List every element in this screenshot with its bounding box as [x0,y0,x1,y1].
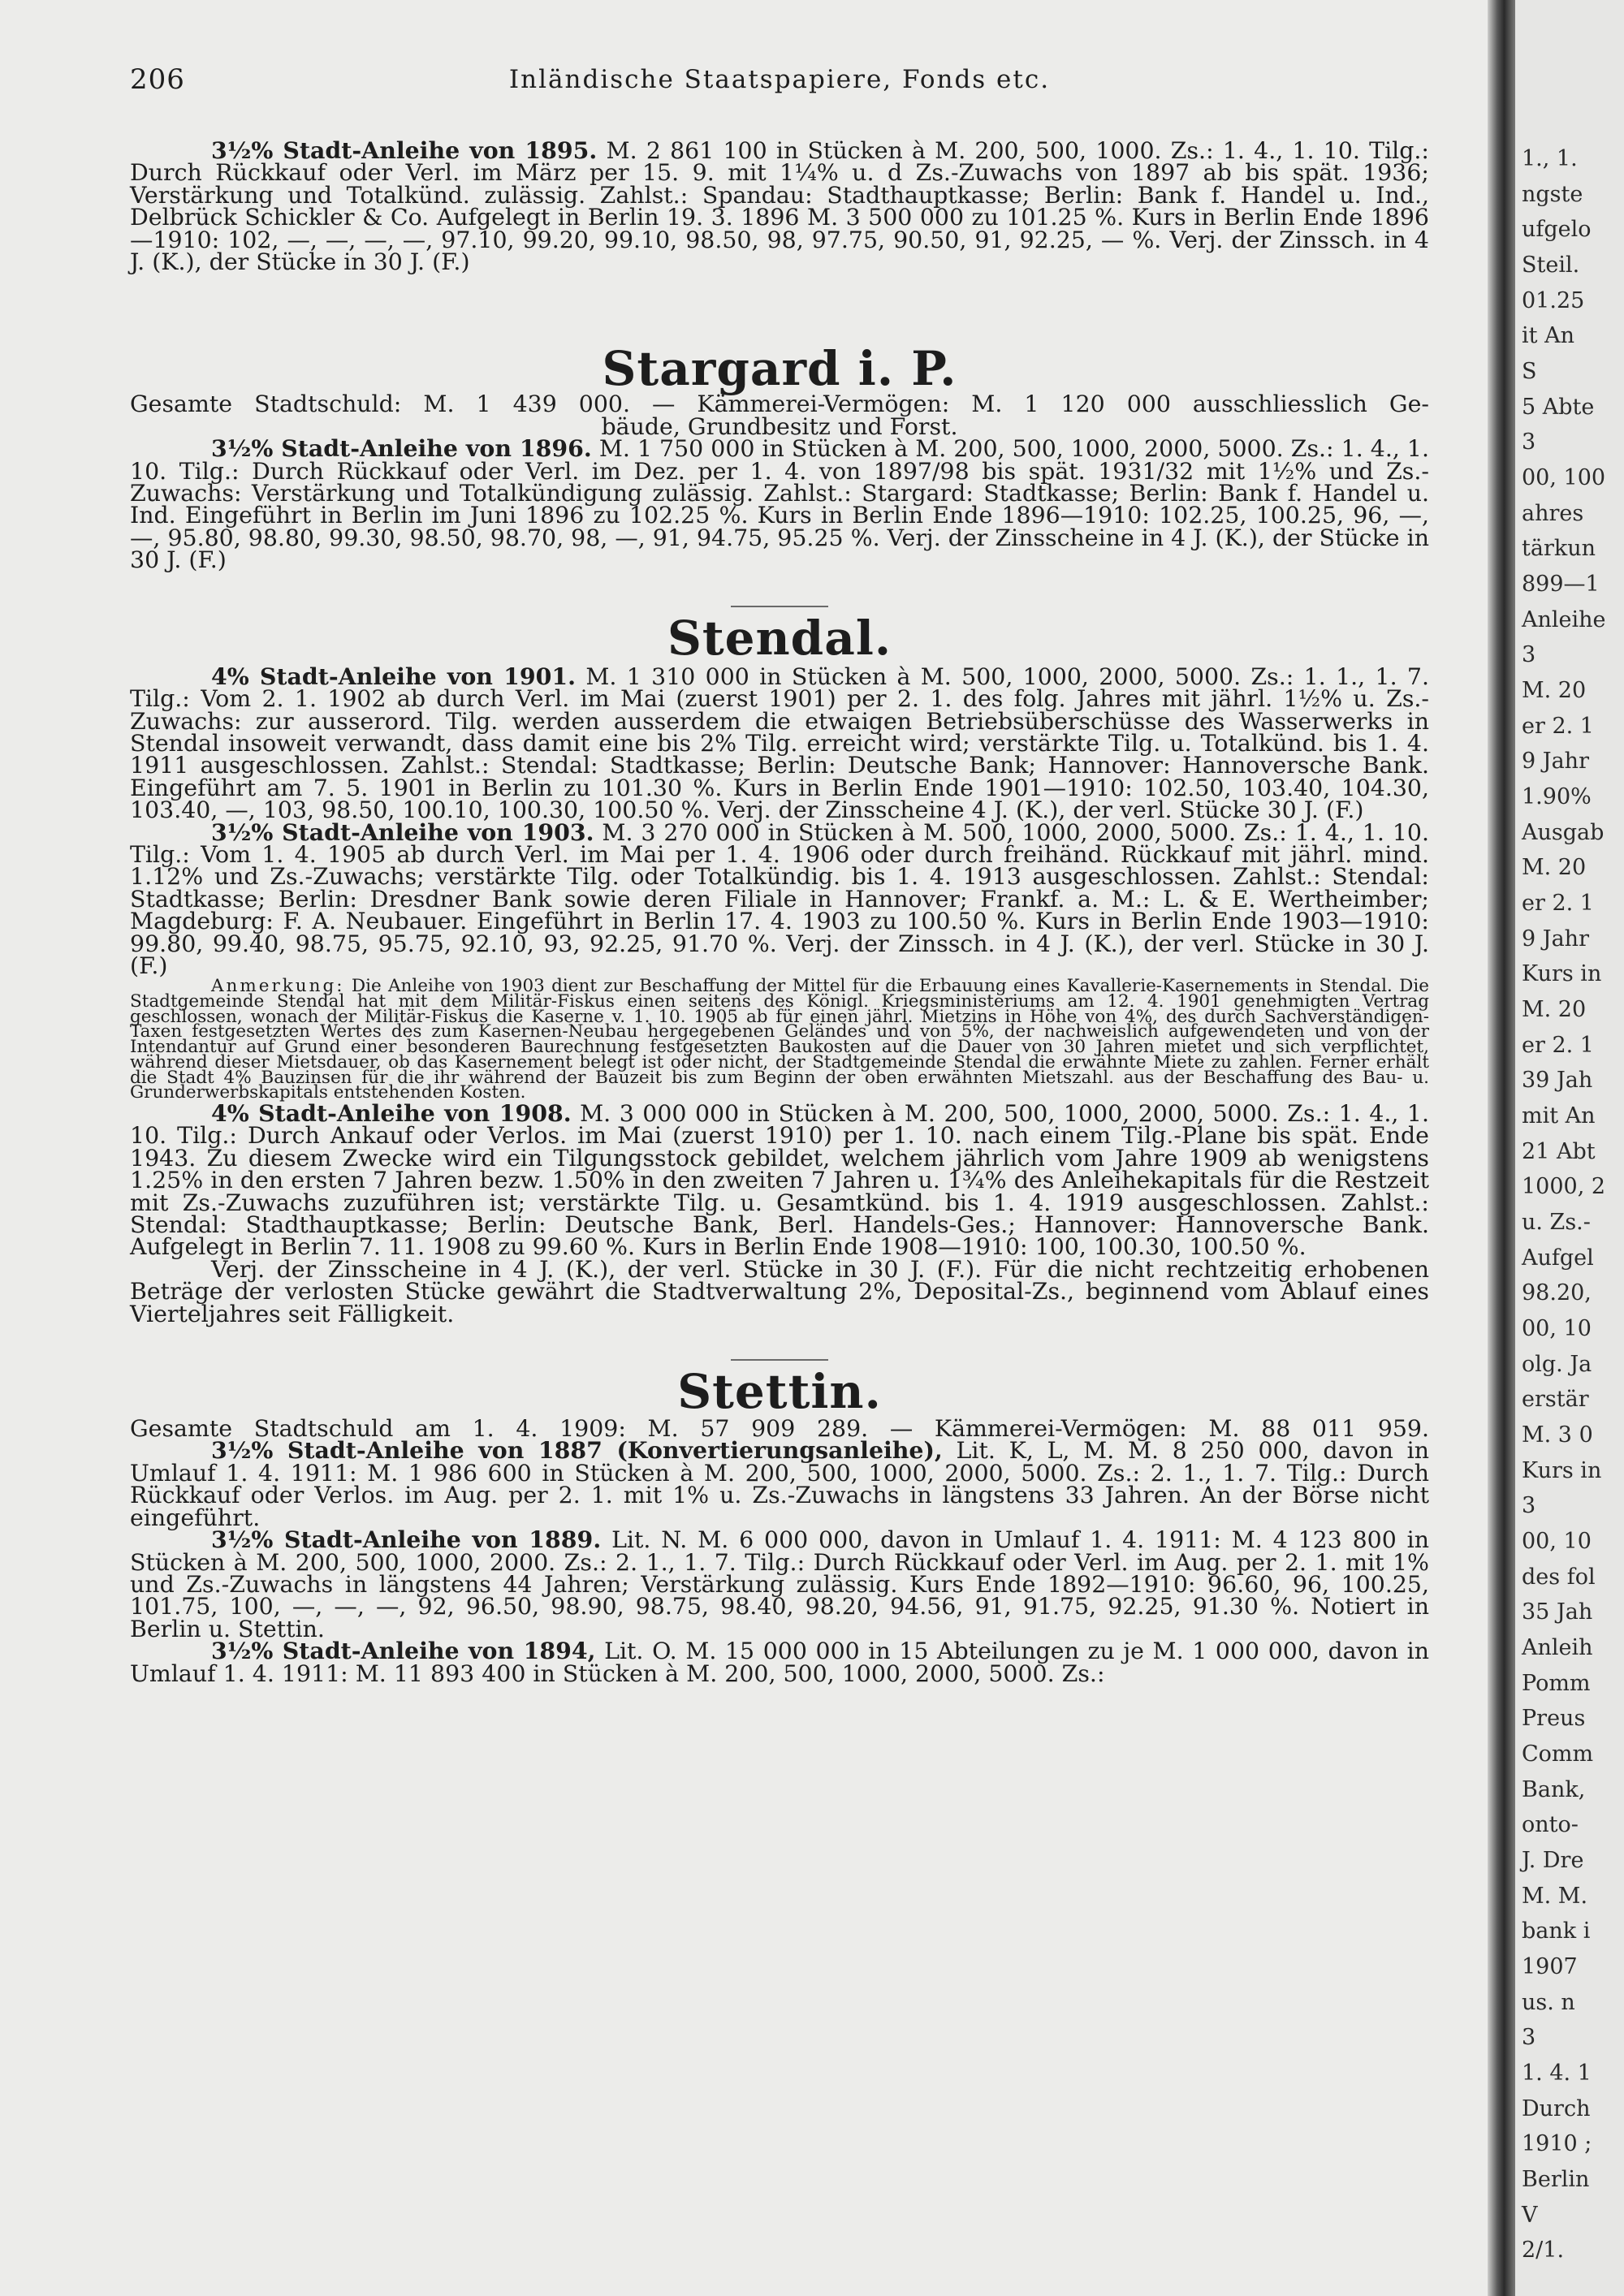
bond-details: M. 3 270 000 in Stücken à M. 500, 1000, 2000, 5000. Zs.: 1. 4., 1. 10. Tilg.: Vom 1. 4. 1905 ab durch Verl. im Mai per 1. 4. 1906 oder durch freihänd. Rückkauf mit jährl. mind. 1.12% und Zs.-Zuwachs; verstärkte Tilg. oder Totalkündig. bis 1. 4. 1913 ausgeschlossen. Zahlst.: Stendal: Stadtkasse; Berlin: Dresdner Bank sowie deren Filiale in Hannover; Frankf. a. M.: L. & E. Wertheimber; Magdeburg: F. A. Neubauer. Eingeführt in Berlin 17. 4. 1903 zu 100.50 %. Kurs in Berlin Ende 1903—1910: 99.80, 99.40, 98.75, 95.75, 92.10, 93, 92.25, 91.70 %. Verj. der Zinssch. in 4 J. (K.), der verl. Stücke in 30 J. (F.) [130,818,1429,979]
adjacent-page-fragment: 3 [1522,2025,1536,2051]
adjacent-page-fragment: Berlin [1522,2167,1590,2192]
adjacent-page-fragment: S [1522,359,1537,384]
running-header [130,63,1429,96]
book-gutter [1488,0,1515,2296]
adjacent-page-fragment: ngste [1522,181,1583,207]
bond-details: M. 1 750 000 in Stücken à M. 200, 500, 1000, 2000, 5000. Zs.: 1. 4., 1. 10. Tilg.: Durch Rückkauf oder Verl. im Dez. per 1. 4. von 1897/98 bis spät. 1931/32 mit 1½% und Zs.-Zuwachs: Verstärkung und Totalkündigung zulässig. Zahlst.: Stargard: Stadtkasse; Berlin: Bank f. Handel u. Ind. Eingeführt in Berlin im Juni 1896 zu 102.25 %. Kurs in Berlin Ende 1896—1910: 102.25, 100.25, 96, —, —, 95.80, 98.80, 99.30, 98.50, 98.70, 98, —, 91, 94.75, 95.25 %. Verj. der Zinsscheine in 4 J. (K.), der Stücke in 30 J. (F.) [130,435,1430,574]
section-divider [731,606,828,607]
section-heading-stendal: Stendal. [667,610,892,666]
adjacent-page-fragment: M. 20 [1522,997,1587,1022]
adjacent-page-fragment: 00, 10 [1522,1316,1592,1341]
adjacent-page-fragment: 1910 ; [1522,2131,1592,2157]
adjacent-page-fragment: ufgelo [1522,217,1592,243]
adjacent-page-fragment: 5 Abte [1522,394,1595,420]
adjacent-page-fragment: 3 [1522,642,1536,668]
section-stargard [130,341,1430,574]
adjacent-page-fragment: 899—1 [1522,572,1600,597]
page-content [130,136,1430,1687]
adjacent-page-fragment: Anleihe [1522,606,1606,632]
adjacent-page-fragment: V [1522,2202,1538,2228]
adjacent-page-fragment: olg. Ja [1522,1351,1592,1377]
bond-entry [130,818,1429,979]
adjacent-page-fragment: er 2. 1 [1522,713,1594,739]
footnote-remark [130,976,1430,1103]
adjacent-page-fragment: Aufgel [1522,1245,1594,1271]
adjacent-page-fragment: 1., 1. [1522,146,1578,171]
adjacent-page-fragment: M. M. [1522,1883,1588,1909]
section-stendal [130,610,1430,1327]
adjacent-page-fragment: 00, 10 [1522,1529,1592,1554]
bond-title: 4% Stadt-Anleihe von 1901. [211,662,577,690]
bond-title: 3½% Stadt-Anleihe von 1887 (Konvertierungsanleihe), [211,1436,943,1465]
bond-details: M. 1 310 000 in Stücken à M. 500, 1000, 2000, 5000. Zs.: 1. 1., 1. 7. Tilg.: Vom 2. 1. 1902 ab durch Verl. im Mai (zuerst 1901) per 2. 1. des folg. Jahres mit jährl. 1½% u. Zs.-Zuwachs: zur ausserord. Tilg. werden ausserdem die etwaigen Betriebsüberschüsse des Wasserwerks in Stendal insoweit verwandt, dass damit eine bis 2% Tilg. erreicht wird; verstärkte Tilg. u. Totalkünd. bis 1. 4. 1911 ausgeschlossen. Zahlst.: Stendal: Stadtkasse; Berlin: Deutsche Bank; Hannover: Hannoversche Bank. Eingeführt am 7. 5. 1901 in Berlin zu 101.30 %. Kurs in Berlin Ende 1901—1910: 102.50, 103.40, 104.30, 103.40, —, 103, 98.50, 100.10, 100.30, 100.50 %. Verj. der Zinsscheine 4 J. (K.), der verl. Stücke 30 J. (F.) [130,662,1429,824]
header-title: Inländische Staatspapiere, Fonds etc. [508,65,1051,94]
adjacent-page-fragment: 01.25 [1522,287,1585,313]
adjacent-page-fragment: ahres [1522,500,1584,526]
adjacent-page-fragment: M. 20 [1522,678,1587,703]
adjacent-page-fragment: Comm [1522,1741,1594,1767]
adjacent-page-fragment: Durch [1522,2095,1591,2121]
adjacent-page-fragment: Ausgab [1522,819,1605,845]
adjacent-page-fragment: Kurs in [1522,1457,1602,1483]
adjacent-page-fragment: 3 [1522,1493,1536,1519]
adjacent-page-fragment: 3 [1522,429,1536,455]
adjacent-page-fragment: mit An [1522,1103,1596,1129]
adjacent-page-fragment: 1. 4. 1 [1522,2061,1592,2086]
adjacent-page-fragment: J. Dre [1522,1848,1584,1873]
adjacent-page-fragment: 2/1. [1522,2238,1565,2264]
adjacent-page-fragment: it An [1522,323,1574,349]
adjacent-page-fragment: tärkun [1522,536,1596,562]
adjacent-page-fragment: 1000, 2 [1522,1174,1606,1200]
bond-details: Lit. K, L, M. M. 8 250 000, davon in Umlauf 1. 4. 1911: M. 1 986 600 in Stücken à M. 200, 500, 1000, 2000, 5000. Zs.: 2. 1., 1. 7. Tilg.: Durch Rückkauf oder Verlos. im Aug. per 2. 1. mit 1% u. Zs.-Zuwachs in längstens 33 Jahren. An der Börse nicht eingeführt. [130,1437,1429,1531]
note-label: Anmerkung: [211,976,345,997]
bond-details: M. 3 000 000 in Stücken à M. 200, 500, 1000, 2000, 5000. Zs.: 1. 4., 1. 10. Tilg.: Durch Ankauf oder Verlos. im Mai (zuerst 1910) per 1. 10. nach einem Tilg.-Plane bis spät. Ende 1943. Zu diesem Zwecke wird ein Tilgungsstock gebildet, welchem jährlich vom Jahre 1909 ab wenigstens 1.25% in den ersten 7 Jahren bezw. 1.50% in den zweiten 7 Jahren u. 1¾% des Anleihekapitals für die Restzeit mit Zs.-Zuwachs zuzuführen ist; verstärkte Tilg. u. Gesamtkünd. bis 1. 4. 1919 ausgeschlossen. Zahlst.: Stendal: Stadthauptkasse; Berlin: Deutsche Bank, Berl. Handels-Ges.; Hannover: Hannoversche Bank. Aufgelegt in Berlin 7. 11. 1908 zu 99.60 %. Kurs in Berlin Ende 1908—1910: 100, 100.30, 100.50 %. [130,1100,1429,1261]
adjacent-page-fragment: 98.20, [1522,1280,1592,1306]
adjacent-page-fragment: er 2. 1 [1522,1032,1594,1058]
city-debt-line-cont: bäude, Grundbesitz und Forst. [601,412,958,440]
bond-title: 3½% Stadt-Anleihe von 1894, [211,1637,596,1665]
bond-entry [130,1436,1429,1531]
adjacent-page-fragment: M. 3 0 [1522,1422,1593,1448]
page-number: 206 [130,63,185,96]
bond-title: 3½% Stadt-Anleihe von 1895. [211,136,598,164]
adjacent-page-fragment: er 2. 1 [1522,891,1594,916]
bond-entry [130,1099,1429,1261]
adjacent-page-fragment: M. 20 [1522,855,1587,881]
note-text: Die Anleihe von 1903 dient zur Beschaffung der Mittel für die Erbauung eines Kavallerie-Kasernements in Stendal. Die Stadtgemeinde Stendal hat mit dem Militär-Fiskus einen seitens des Königl. Kriegsministeriums am 12. 4. 1901 genehmigten Vertrag geschlossen, wonach der Militär-Fiskus die Kaserne v. 1. 10. 1905 ab für einen jährl. Mietzins in Höhe von 4%, des durch Sachverständigen-Taxen festgesetzten Wertes des zum Kasernen-Neubau hergegebenen Geländes und von 5%, der nachweislich aufgewendeten und von der Intendantur auf Grund einer besonderen Baurechnung festgesetzten Baukosten auf die Dauer von 30 Jahren mietet und sich verpflichtet, während dieser Mietsdauer, ob das Kasernement belegt ist oder nicht, der Stadtgemeinde Stendal die erwähnte Miete zu zahlen. Ferner erhält die Stadt 4% Bauzinsen für die ihr während der Bauzeit bis zum Beginn der oben erwähnten Mietszahl. aus der Beschaffung des Bau- u. Grunderwerbskapitals entstehenden Kosten. [130,976,1430,1103]
section-divider [731,1359,828,1361]
section-heading-stettin: Stettin. [677,1364,882,1420]
adjacent-page-fragment: Pomm [1522,1670,1591,1696]
adjacent-page-fragment: us. n [1522,1989,1575,2015]
adjacent-page-fragment: 35 Jah [1522,1599,1593,1625]
section-stettin [130,1364,1429,1687]
bond-entry [130,662,1429,824]
adjacent-page-fragment: 9 Jahr [1522,749,1589,775]
adjacent-page-fragment: Preus [1522,1706,1586,1732]
adjacent-page-fragment: Steil. [1522,252,1580,278]
bond-entry [130,1637,1429,1687]
bond-details: M. 2 861 100 in Stücken à M. 200, 500, 1000. Zs.: 1. 4., 1. 10. Tilg.: Durch Rückkauf oder Verl. im März per 15. 9. mit 1¼% u. d Zs.-Zuwachs von 1897 ab bis spät. 1936; Verstärkung und Totalkünd. zulässig. Zahlst.: Spandau: Stadthauptkasse; Berlin: Bank f. Handel u. Ind., Delbrück Schickler & Co. Aufgelegt in Berlin 19. 3. 1896 M. 3 500 000 zu 101.25 %. Kurs in Berlin Ende 1896—1910: 102, —, —, —, —, 97.10, 99.20, 99.10, 98.50, 98, 97.75, 90.50, 91, 92.25, — %. Verj. der Zinssch. in 4 J. (K.), der Stücke in 30 J. (F.) [130,137,1429,276]
bond-title: 3½% Stadt-Anleihe von 1889. [211,1526,602,1554]
bond-title: 3½% Stadt-Anleihe von 1903. [211,818,594,846]
adjacent-page-fragment: 1907 [1522,1954,1578,1979]
bond-title: 3½% Stadt-Anleihe von 1896. [211,434,592,463]
adjacent-page-fragment: 9 Jahr [1522,926,1589,952]
adjacent-page-edge [1515,0,1624,2296]
city-debt-line: Gesamte Stadtschuld: M. 1 439 000. — Kämmerei-Vermögen: M. 1 120 000 ausschliesslich Ge- [130,391,1429,418]
adjacent-page-fragment: 1.90% [1522,784,1592,809]
bond-entry-continuation: Verj. der Zinsscheine in 4 J. (K.), der verl. Stücke in 30 J. (F.). Für die nicht rechtzeitig erhobenen Beträge der verlosten Stücke gewährt die Stadtverwaltung 2%, Deposital-Zs., beginnend vom Ablauf eines Vierteljahres seit Fälligkeit. [130,1255,1429,1327]
adjacent-page-fragment: Kurs in [1522,961,1602,987]
bond-entry [130,136,1429,276]
adjacent-page-fragment: Anleih [1522,1635,1593,1660]
section-heading-stargard: Stargard i. P. [602,341,957,397]
adjacent-page-fragment: 00, 100 [1522,465,1606,490]
bond-entry [130,1526,1429,1642]
adjacent-page-fragment: erstär [1522,1387,1589,1413]
bond-entry [130,434,1430,574]
bond-title: 4% Stadt-Anleihe von 1908. [211,1099,572,1127]
city-debt-line: Gesamte Stadtschuld am 1. 4. 1909: M. 57 909 289. — Kämmerei-Vermögen: M. 88 011 959. [130,1415,1429,1443]
adjacent-page-fragment: bank i [1522,1918,1591,1944]
adjacent-page-fragment: 39 Jah [1522,1068,1593,1094]
bond-details: Lit. O. M. 15 000 000 in 15 Abteilungen zu je M. 1 000 000, davon in Umlauf 1. 4. 1911: M. 11 893 400 in Stücken à M. 200, 500, 1000, 2000, 5000. Zs.: [130,1638,1429,1687]
adjacent-page-fragment: des fol [1522,1564,1596,1590]
adjacent-page-fragment: 21 Abt [1522,1138,1596,1164]
adjacent-page-fragment: onto- [1522,1812,1579,1838]
adjacent-page-fragment: Bank, [1522,1776,1586,1802]
adjacent-page-fragment: u. Zs.- [1522,1210,1591,1235]
bond-details: Lit. N. M. 6 000 000, davon in Umlauf 1. 4. 1911: M. 4 123 800 in Stücken à M. 200, 500, 1000, 2000. Zs.: 2. 1., 1. 7. Tilg.: Durch Rückkauf oder Verl. im Aug. per 2. 1. mit 1% und Zs.-Zuwachs in längstens 44 Jahren; Verstärkung zulässig. Kurs Ende 1892—1910: 96.60, 96, 100.25, 101.75, 100, —, —, —, 92, 96.50, 98.90, 98.75, 98.40, 98.20, 94.56, 91, 91.75, 92.25, 91.30 %. Notiert in Berlin u. Stettin. [130,1526,1429,1642]
